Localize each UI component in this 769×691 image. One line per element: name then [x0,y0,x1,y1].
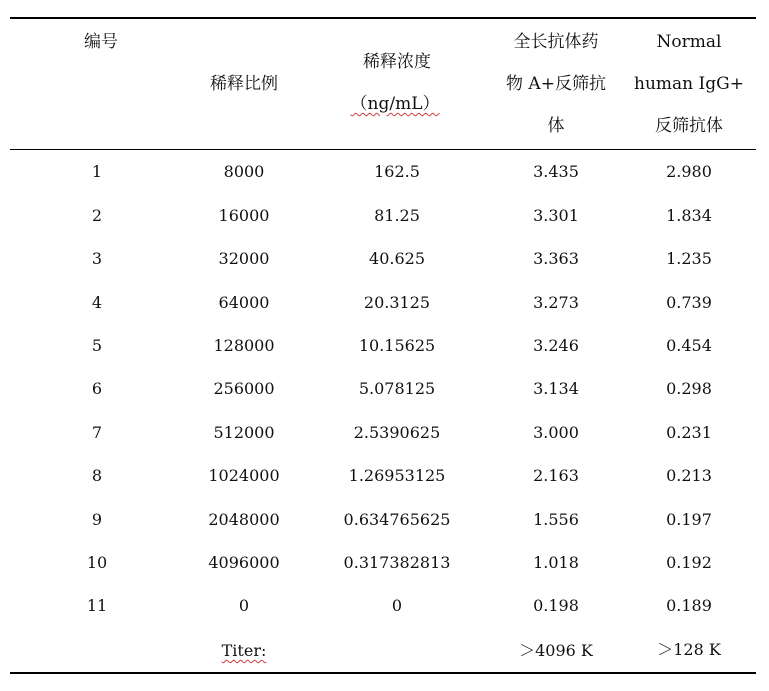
cell-concentration: 40.625 [369,249,425,268]
cell-drug-a: 3.363 [533,249,579,268]
cell-ratio: 0 [238,596,250,615]
titer-normal-igg: ＞128 K [657,640,721,659]
cell-number: 3 [91,249,103,268]
cell-number: 8 [91,466,103,485]
header-drug-a-line2: 物 A+反筛抗 [506,74,606,94]
header-dilution-concentration: 稀释浓度 [363,52,431,72]
cell-number: 4 [91,293,103,312]
table-bottom-rule [10,672,756,674]
cell-concentration: 0.634765625 [343,510,451,529]
header-drug-a-line3: 体 [547,116,565,136]
cell-concentration: 0 [391,596,403,615]
cell-drug-a: 1.556 [533,510,579,529]
cell-ratio: 32000 [218,249,270,268]
cell-drug-a: 2.163 [533,466,579,485]
cell-normal-igg: 1.834 [666,206,712,225]
cell-normal-igg: 0.739 [666,293,712,312]
cell-normal-igg: 0.192 [666,553,712,572]
cell-concentration: 1.26953125 [348,466,446,485]
table-top-rule [10,17,756,19]
cell-concentration: 162.5 [374,162,420,181]
cell-ratio: 1024000 [208,466,280,485]
cell-concentration: 5.078125 [358,379,436,398]
cell-number: 11 [86,596,108,615]
cell-normal-igg: 0.298 [666,379,712,398]
cell-number: 9 [91,510,103,529]
cell-concentration: 20.3125 [363,293,431,312]
cell-ratio: 512000 [213,423,275,442]
cell-ratio: 16000 [218,206,270,225]
cell-ratio: 2048000 [208,510,280,529]
cell-drug-a: 1.018 [533,553,579,572]
cell-drug-a: 3.134 [533,379,579,398]
table-header-rule [10,149,756,150]
cell-ratio: 4096000 [208,553,280,572]
header-drug-a-line1: 全长抗体药 [513,32,599,52]
cell-normal-igg: 0.231 [666,423,712,442]
header-dilution-ratio: 稀释比例 [210,74,278,94]
cell-normal-igg: 0.197 [666,510,712,529]
cell-normal-igg: 2.980 [666,162,712,181]
cell-drug-a: 3.435 [533,162,579,181]
cell-ratio: 64000 [218,293,270,312]
cell-number: 7 [91,423,103,442]
cell-number: 1 [91,162,103,181]
cell-number: 10 [86,553,108,572]
titer-label: Titer: [221,641,267,660]
cell-drug-a: 3.000 [533,423,579,442]
cell-drug-a: 3.301 [533,206,579,225]
cell-normal-igg: 1.235 [666,249,712,268]
cell-drug-a: 0.198 [533,596,579,615]
cell-concentration: 2.5390625 [353,423,441,442]
cell-drug-a: 3.273 [533,293,579,312]
cell-drug-a: 3.246 [533,336,579,355]
cell-normal-igg: 0.213 [666,466,712,485]
header-normal-igg-line2: human IgG+ [634,74,744,94]
cell-concentration: 81.25 [374,206,420,225]
header-normal-igg-line3: 反筛抗体 [655,116,723,136]
cell-normal-igg: 0.454 [666,336,712,355]
cell-normal-igg: 0.189 [666,596,712,615]
cell-number: 2 [91,206,103,225]
titer-drug-a: ＞4096 K [519,641,593,660]
header-dilution-concentration-unit: （ng/mL） [350,94,440,114]
cell-number: 5 [91,336,103,355]
cell-concentration: 0.317382813 [343,553,451,572]
header-number: 编号 [84,32,118,52]
cell-concentration: 10.15625 [358,336,436,355]
cell-number: 6 [91,379,103,398]
cell-ratio: 256000 [213,379,275,398]
cell-ratio: 8000 [223,162,265,181]
header-normal-igg-line1: Normal [656,32,722,52]
cell-ratio: 128000 [213,336,275,355]
